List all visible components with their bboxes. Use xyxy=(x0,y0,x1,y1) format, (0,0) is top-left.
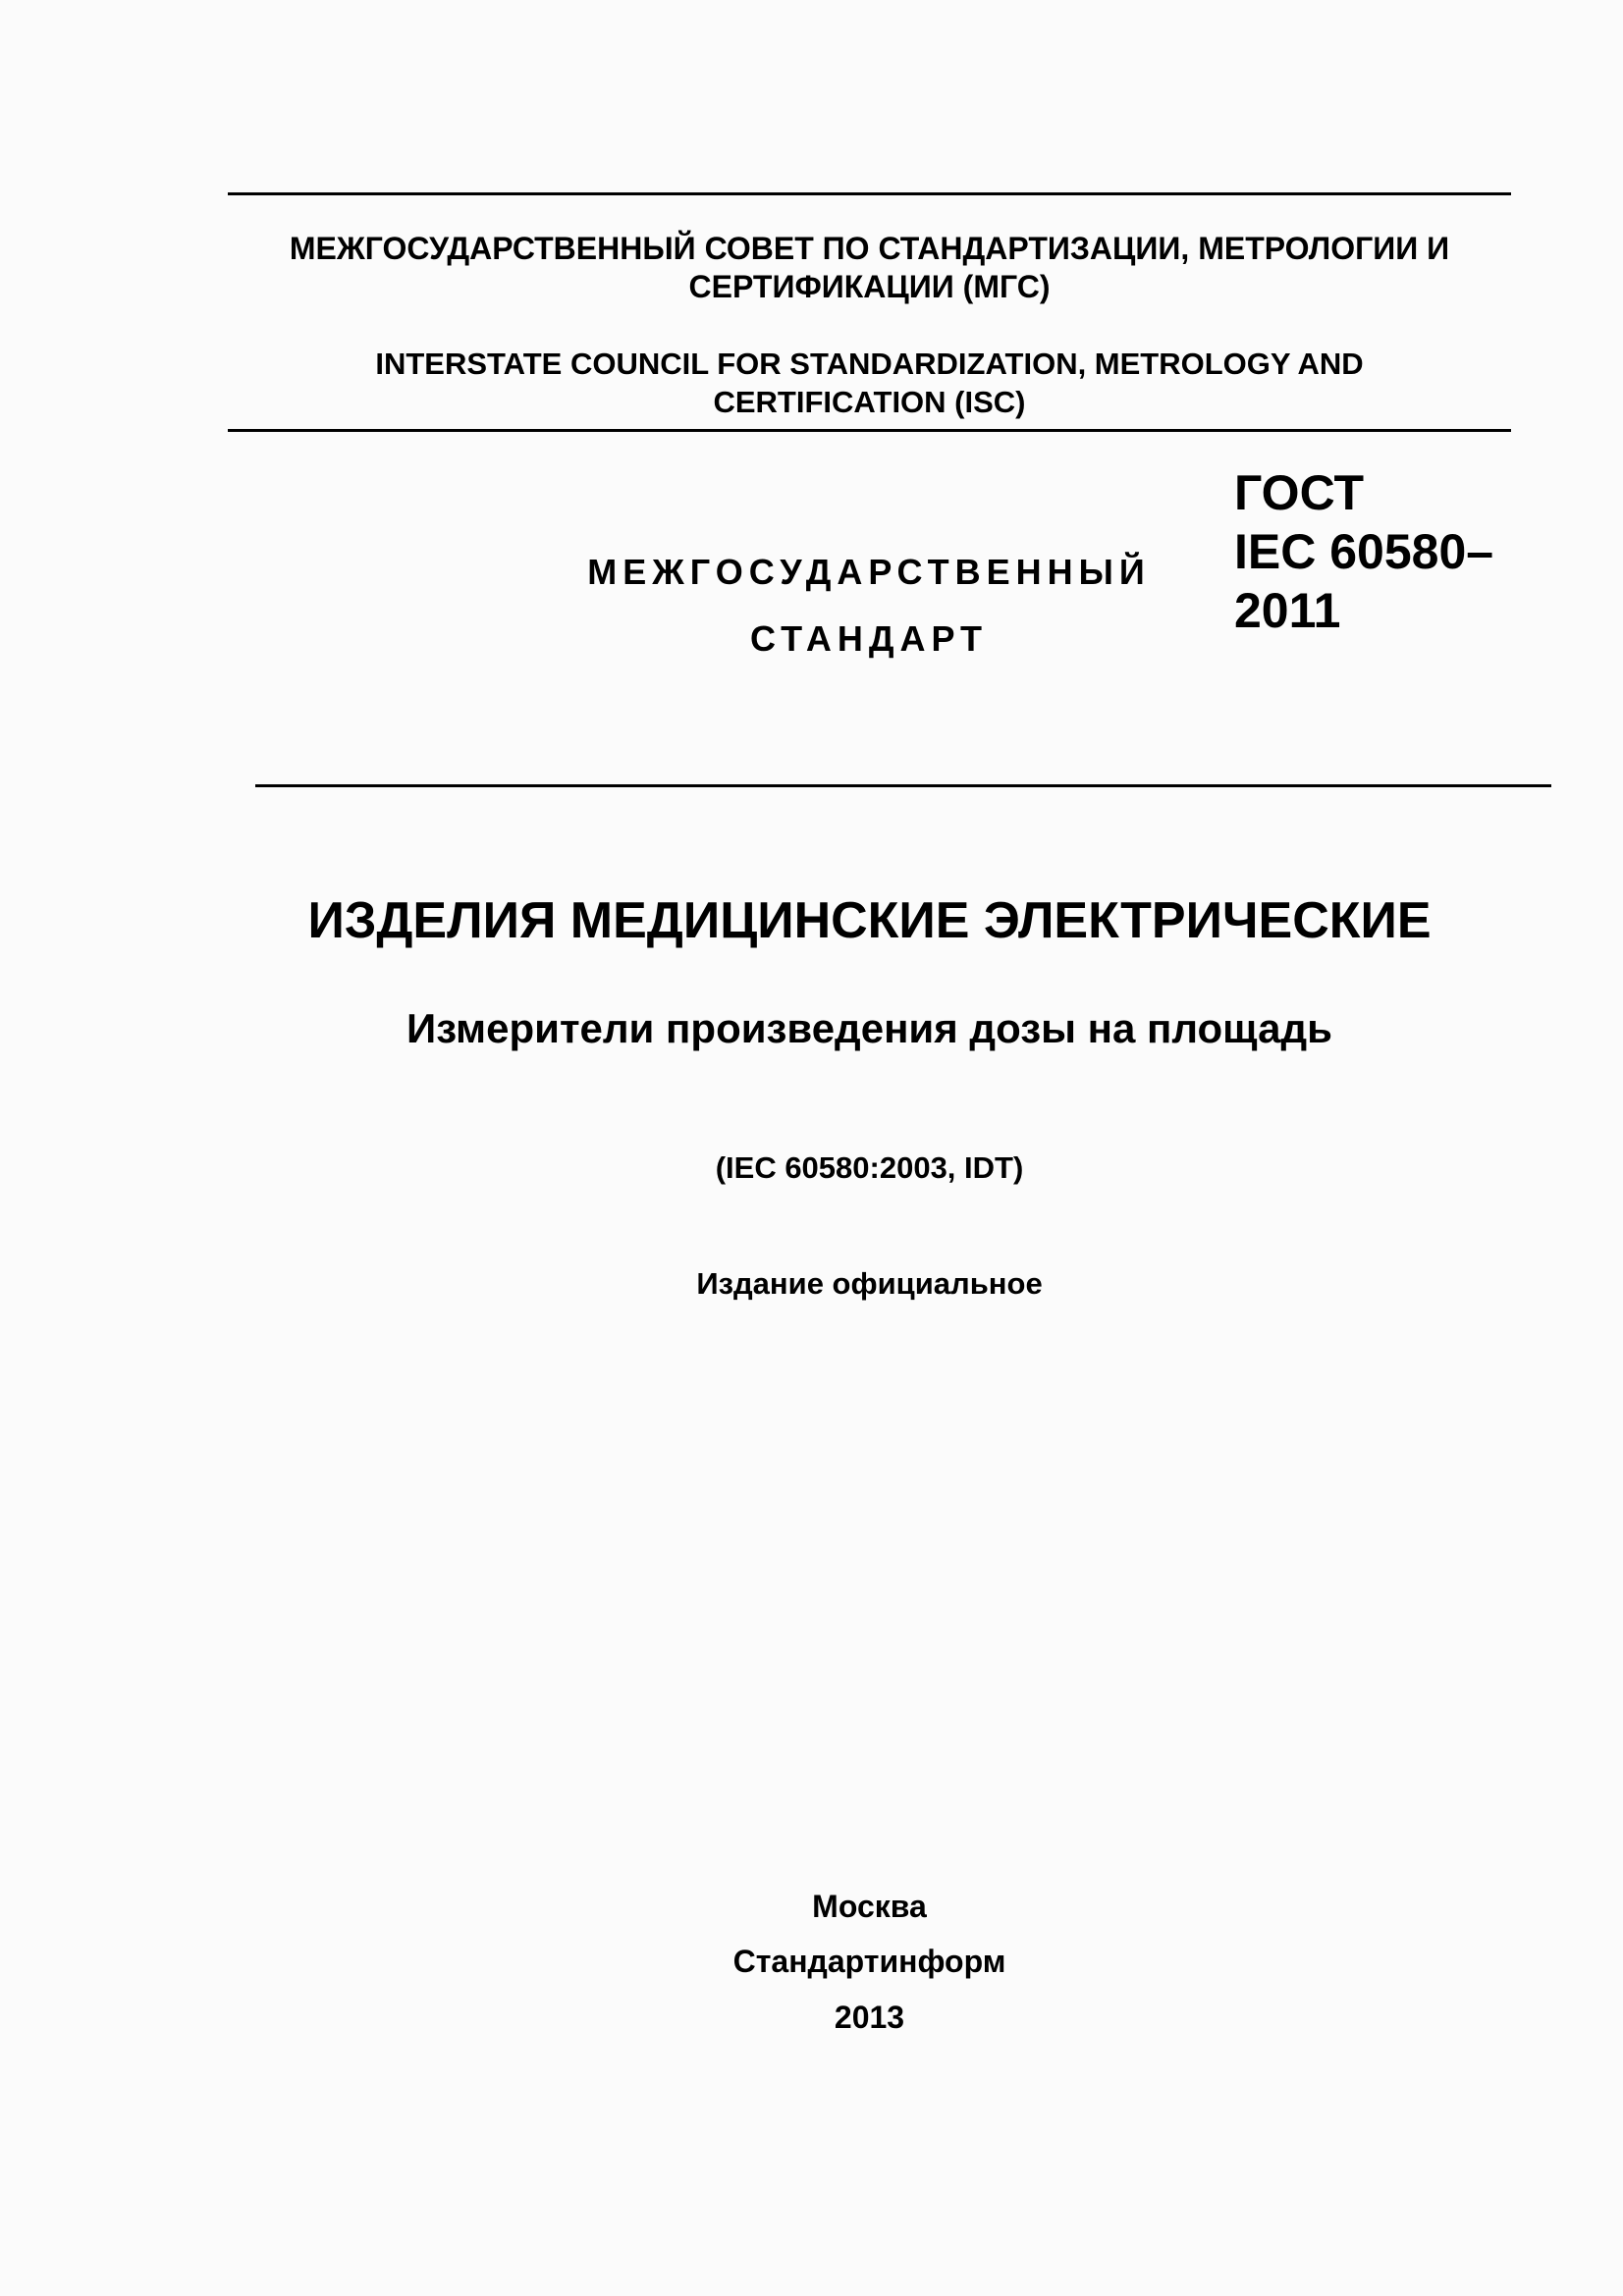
top-rule xyxy=(228,192,1511,195)
edition-label: Издание официальное xyxy=(696,1266,1043,1301)
council-name-ru xyxy=(228,230,1511,306)
document-title: ИЗДЕЛИЯ МЕДИЦИНСКИЕ ЭЛЕКТРИЧЕСКИЕ xyxy=(307,892,1432,949)
council-name-ru-line-1: МЕЖГОСУДАРСТВЕННЫЙ СОВЕТ ПО СТАНДАРТИЗАЦИИ, МЕТРОЛОГИИ И xyxy=(289,231,1450,266)
iec-reference: (IEC 60580:2003, IDT) xyxy=(715,1150,1024,1185)
standard-number xyxy=(1234,463,1493,640)
council-name-en-line-2: CERTIFICATION (ISC) xyxy=(713,385,1026,419)
document-subtitle: Измерители произведения дозы на площадь xyxy=(406,1005,1332,1051)
standard-kind-line-1: МЕЖГОСУДАРСТВЕННЫЙ xyxy=(587,552,1151,592)
standard-number-line-1: ГОСТ xyxy=(1234,465,1364,520)
standard-kind-line-2: СТАНДАРТ xyxy=(750,618,988,659)
council-name-en xyxy=(228,345,1511,421)
header-bottom-rule xyxy=(228,429,1511,432)
standard-number-line-2: IEC 60580– xyxy=(1234,524,1494,579)
standard-number-line-3: 2011 xyxy=(1234,583,1341,638)
council-name-ru-line-2: СЕРТИФИКАЦИИ (МГС) xyxy=(688,269,1051,304)
imprint-city: Москва xyxy=(812,1889,927,1924)
council-name-en-line-1: INTERSTATE COUNCIL FOR STANDARDIZATION, METROLOGY AND xyxy=(375,347,1364,381)
imprint-year: 2013 xyxy=(834,2000,905,2035)
imprint-publisher: Стандартинформ xyxy=(732,1944,1006,1979)
title-top-rule xyxy=(255,784,1551,787)
